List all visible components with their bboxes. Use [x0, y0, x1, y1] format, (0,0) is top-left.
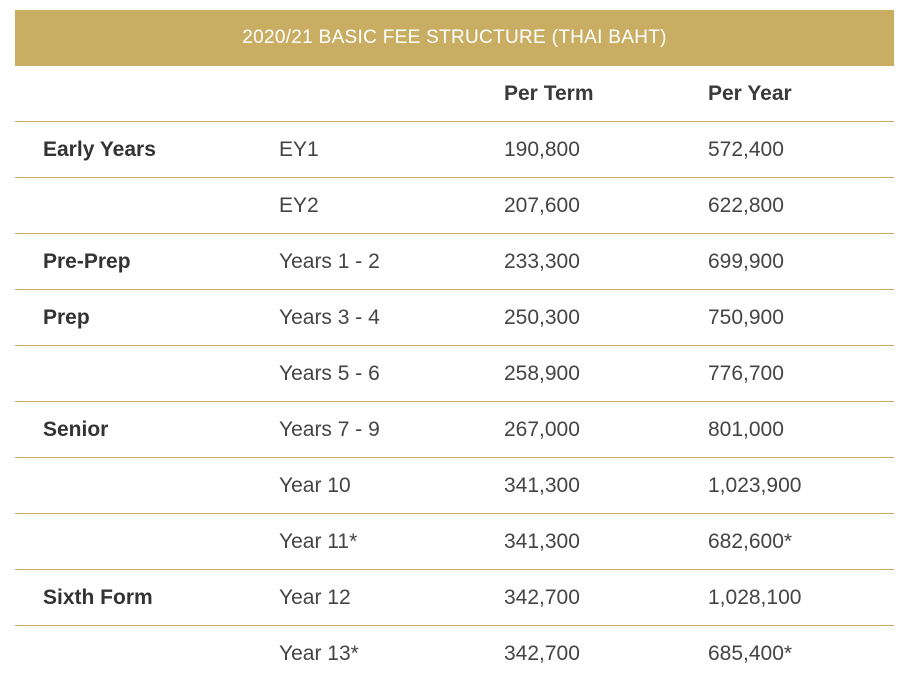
year-group-label: EY1	[279, 137, 319, 161]
table-row	[15, 402, 894, 458]
per-year-value: 1,023,900	[708, 473, 802, 497]
year-group-label: Years 7 - 9	[279, 417, 380, 441]
per-year-value: 622,800	[708, 193, 784, 217]
section-label: Senior	[43, 417, 109, 441]
per-term-value: 341,300	[504, 473, 580, 497]
per-year-header: Per Year	[708, 81, 792, 105]
per-term-value: 258,900	[504, 361, 580, 385]
year-group-label: Years 3 - 4	[279, 305, 380, 329]
per-term-value: 267,000	[504, 417, 580, 441]
table-row	[15, 514, 894, 570]
per-term-value: 342,700	[504, 585, 580, 609]
column-header-row	[15, 66, 894, 122]
table-row	[15, 178, 894, 234]
per-year-value: 682,600*	[708, 529, 793, 553]
per-year-value: 801,000	[708, 417, 784, 441]
section-label: Sixth Form	[43, 585, 153, 609]
table-row	[15, 346, 894, 402]
section-label: Pre-Prep	[43, 249, 131, 273]
year-group-label: Years 5 - 6	[279, 361, 380, 385]
per-year-value: 1,028,100	[708, 585, 802, 609]
year-group-label: Year 10	[279, 473, 351, 497]
per-term-value: 342,700	[504, 642, 580, 665]
per-term-header: Per Term	[504, 81, 594, 105]
year-group-label: Year 11*	[279, 529, 358, 553]
section-label: Prep	[43, 305, 90, 329]
table-title-bar	[15, 10, 894, 66]
table-row	[15, 234, 894, 290]
section-label: Early Years	[43, 137, 156, 161]
per-term-value: 250,300	[504, 305, 580, 329]
year-group-label: Years 1 - 2	[279, 249, 380, 273]
per-year-value: 685,400*	[708, 642, 793, 665]
table-row	[15, 458, 894, 514]
year-group-label: Year 13*	[279, 642, 359, 665]
table-row	[15, 122, 894, 178]
per-term-value: 341,300	[504, 529, 580, 553]
per-term-value: 207,600	[504, 193, 580, 217]
per-year-value: 572,400	[708, 137, 784, 161]
table-title: 2020/21 BASIC FEE STRUCTURE (THAI BAHT)	[242, 27, 667, 48]
per-term-value: 233,300	[504, 249, 580, 273]
table-row	[15, 290, 894, 346]
per-year-value: 699,900	[708, 249, 784, 273]
table-row	[15, 626, 894, 682]
table-row	[15, 570, 894, 626]
per-year-value: 776,700	[708, 361, 784, 385]
per-term-value: 190,800	[504, 137, 580, 161]
fee-structure-table	[15, 10, 894, 682]
year-group-label: EY2	[279, 193, 319, 217]
year-group-label: Year 12	[279, 585, 351, 609]
per-year-value: 750,900	[708, 305, 784, 329]
